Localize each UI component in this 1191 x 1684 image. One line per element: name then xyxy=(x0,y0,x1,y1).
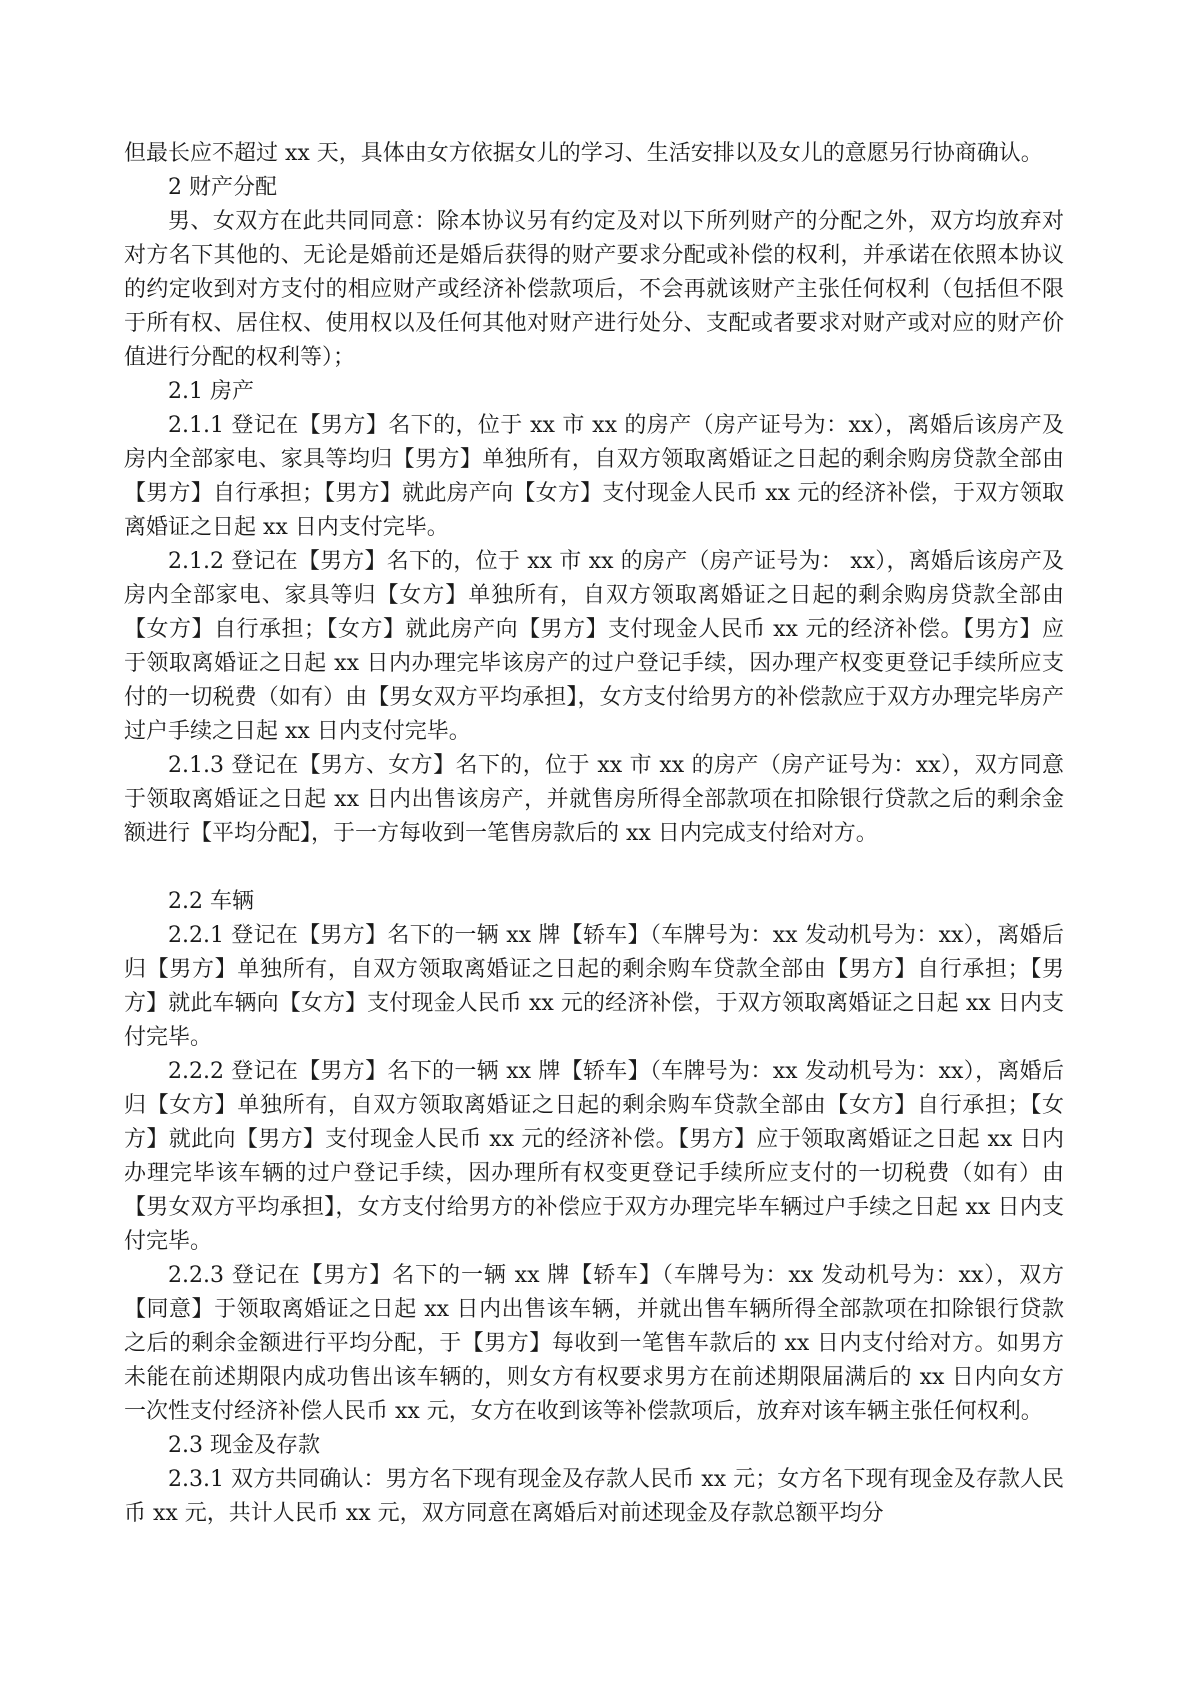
section-heading-property-division: 2 财产分配 xyxy=(168,175,277,200)
section-heading-real-estate: 2.1 房产 xyxy=(168,379,254,404)
paragraph-clause-2-2-2: 2.2.2 登记在【男方】名下的一辆 xx 牌【轿车】（车牌号为：xx 发动机号为：xx），离婚后归【女方】单独所有，自双方领取离婚证之日起的剩余购车贷款全部由【女方】自行承担；【女方】就此向【男方】支付现金人民币 xx 元的经济补偿。【男方】应于领取离婚证之日起 xx 日内办理完毕该车辆的过户登记手续，因办理所有权变更登记手续所应支付的一切税费（如有）由【男女双方平均承担】，女方支付给男方的补偿应于双方办理完毕车辆过户手续之日起 xx 日内支付完毕。 xyxy=(124,1059,1064,1254)
document-body xyxy=(124,137,1064,1531)
paragraph-continuation: 但最长应不超过 xx 天，具体由女方依据女儿的学习、生活安排以及女儿的意愿另行协商确认。 xyxy=(124,141,1043,166)
section-heading-cash-deposits: 2.3 现金及存款 xyxy=(168,1433,320,1458)
paragraph-clause-2-3-1: 2.3.1 双方共同确认：男方名下现有现金及存款人民币 xx 元；女方名下现有现金及存款人民币 xx 元，共计人民币 xx 元，双方同意在离婚后对前述现金及存款总额平均分 xyxy=(124,1467,1064,1526)
section-heading-vehicles: 2.2 车辆 xyxy=(168,889,254,914)
paragraph-clause-2-1-3: 2.1.3 登记在【男方、女方】名下的，位于 xx 市 xx 的房产（房产证号为：xx），双方同意于领取离婚证之日起 xx 日内出售该房产，并就售房所得全部款项在扣除银行贷款之后的剩余金额进行【平均分配】，于一方每收到一笔售房款后的 xx 日内完成支付给对方。 xyxy=(124,753,1064,846)
paragraph-clause-2-2-3: 2.2.3 登记在【男方】名下的一辆 xx 牌【轿车】（车牌号为：xx 发动机号为：xx），双方【同意】于领取离婚证之日起 xx 日内出售该车辆，并就出售车辆所得全部款项在扣除银行贷款之后的剩余金额进行平均分配，于【男方】每收到一笔售车款后的 xx 日内支付给对方。如男方未能在前述期限内成功售出该车辆的，则女方有权要求男方在前述期限届满后的 xx 日内向女方一次性支付经济补偿人民币 xx 元，女方在收到该等补偿款项后，放弃对该车辆主张任何权利。 xyxy=(124,1263,1064,1424)
paragraph-property-agreement: 男、女双方在此共同同意：除本协议另有约定及对以下所列财产的分配之外，双方均放弃对对方名下其他的、无论是婚前还是婚后获得的财产要求分配或补偿的权利，并承诺在依照本协议的约定收到对方支付的相应财产或经济补偿款项后，不会再就该财产主张任何权利（包括但不限于所有权、居住权、使用权以及任何其他对财产进行处分、支配或者要求对财产或对应的财产价值进行分配的权利等）； xyxy=(124,209,1064,370)
paragraph-clause-2-1-1: 2.1.1 登记在【男方】名下的，位于 xx 市 xx 的房产（房产证号为：xx），离婚后该房产及房内全部家电、家具等均归【男方】单独所有，自双方领取离婚证之日起的剩余购房贷款全部由【男方】自行承担；【男方】就此房产向【女方】支付现金人民币 xx 元的经济补偿，于双方领取离婚证之日起 xx 日内支付完毕。 xyxy=(124,413,1064,540)
blank-line xyxy=(124,851,1064,885)
paragraph-clause-2-1-2: 2.1.2 登记在【男方】名下的，位于 xx 市 xx 的房产（房产证号为： xx），离婚后该房产及房内全部家电、家具等归【女方】单独所有，自双方领取离婚证之日起的剩余购房贷款全部由【女方】自行承担；【女方】就此房产向【男方】支付现金人民币 xx 元的经济补偿。【男方】应于领取离婚证之日起 xx 日内办理完毕该房产的过户登记手续，因办理产权变更登记手续所应支付的一切税费（如有）由【男女双方平均承担】，女方支付给男方的补偿款应于双方办理完毕房产过户手续之日起 xx 日内支付完毕。 xyxy=(124,549,1064,744)
paragraph-clause-2-2-1: 2.2.1 登记在【男方】名下的一辆 xx 牌【轿车】（车牌号为：xx 发动机号为：xx），离婚后归【男方】单独所有，自双方领取离婚证之日起的剩余购车贷款全部由【男方】自行承担；【男方】就此车辆向【女方】支付现金人民币 xx 元的经济补偿，于双方领取离婚证之日起 xx 日内支付完毕。 xyxy=(124,923,1064,1050)
